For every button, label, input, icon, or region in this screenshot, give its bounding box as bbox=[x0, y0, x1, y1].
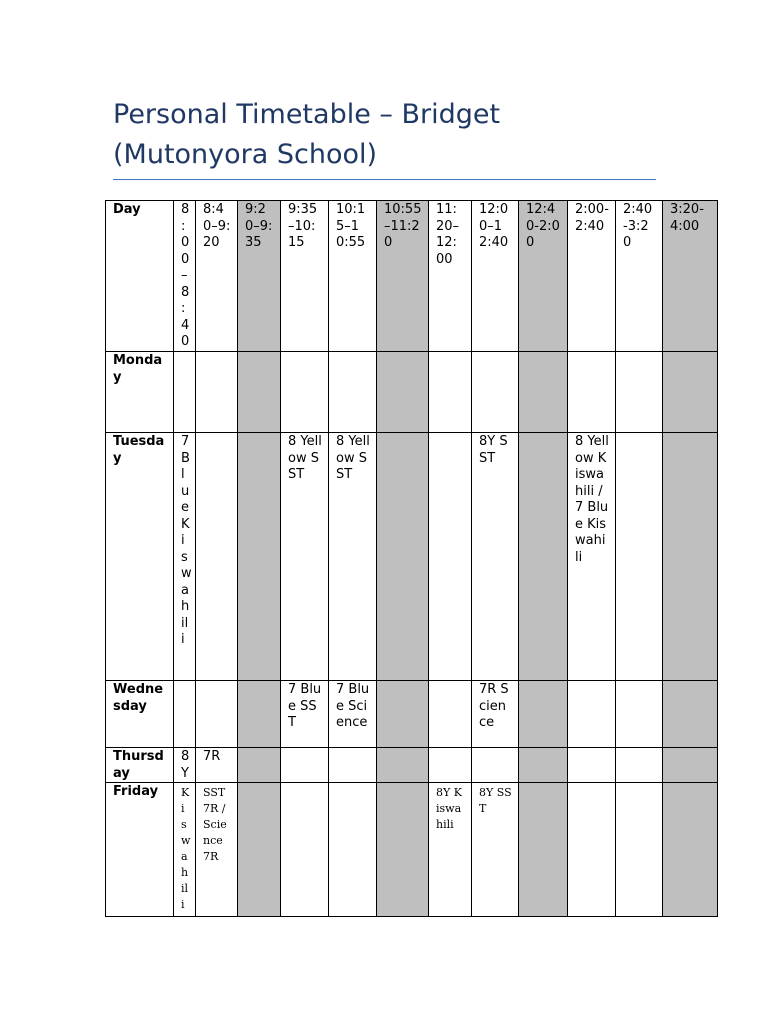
table-cell: 7 Blue Kiswahili bbox=[174, 433, 196, 681]
table-cell bbox=[174, 681, 196, 748]
table-cell bbox=[568, 352, 616, 433]
period-header: 2:00-2:40 bbox=[568, 201, 616, 352]
table-cell bbox=[616, 748, 663, 783]
header-day: Day bbox=[106, 201, 174, 352]
day-label: Wednesday bbox=[106, 681, 174, 748]
table-cell: 7 Blue Science bbox=[329, 681, 377, 748]
table-cell bbox=[238, 748, 281, 783]
table-cell bbox=[663, 748, 718, 783]
table-cell bbox=[196, 352, 238, 433]
period-header: 9:20–9:35 bbox=[238, 201, 281, 352]
table-cell: 8Y SST bbox=[472, 433, 519, 681]
table-cell bbox=[281, 748, 329, 783]
day-label: Friday bbox=[106, 783, 174, 917]
table-cell bbox=[663, 783, 718, 917]
period-header: 10:15–10:55 bbox=[329, 201, 377, 352]
period-header: 12:40-2:00 bbox=[519, 201, 568, 352]
document-title bbox=[113, 95, 658, 175]
table-cell bbox=[174, 352, 196, 433]
title-underline bbox=[113, 179, 656, 180]
table-cell bbox=[238, 433, 281, 681]
table-cell: 8Y SST bbox=[472, 783, 519, 917]
table-cell bbox=[472, 352, 519, 433]
table-cell bbox=[329, 352, 377, 433]
table-cell bbox=[663, 433, 718, 681]
table-cell bbox=[519, 681, 568, 748]
table-cell bbox=[519, 783, 568, 917]
period-header: 2:40-3:20 bbox=[616, 201, 663, 352]
table-cell: 8 Yellow Kiswahili / 7 Blue Kiswahili bbox=[568, 433, 616, 681]
period-header: 11:20–12:00 bbox=[429, 201, 472, 352]
table-row bbox=[106, 433, 718, 681]
table-cell bbox=[616, 783, 663, 917]
table-cell: 8Y bbox=[174, 748, 196, 783]
period-header: 9:35–10:15 bbox=[281, 201, 329, 352]
timetable bbox=[105, 200, 718, 917]
period-header: 10:55–11:20 bbox=[377, 201, 429, 352]
table-cell bbox=[519, 352, 568, 433]
table-cell bbox=[429, 433, 472, 681]
table-cell bbox=[568, 748, 616, 783]
table-cell bbox=[616, 681, 663, 748]
table-cell: 8 Yellow SST bbox=[281, 433, 329, 681]
table-cell bbox=[377, 681, 429, 748]
table-cell: 7 Blue SST bbox=[281, 681, 329, 748]
table-cell bbox=[663, 681, 718, 748]
period-header: 8:40–9:20 bbox=[196, 201, 238, 352]
title-line-2: (Mutonyora School) bbox=[113, 139, 378, 170]
table-cell bbox=[568, 681, 616, 748]
table-cell bbox=[329, 748, 377, 783]
table-cell: 7R Science bbox=[472, 681, 519, 748]
table-row bbox=[106, 748, 718, 783]
table-cell bbox=[238, 681, 281, 748]
table-cell bbox=[429, 681, 472, 748]
table-cell bbox=[616, 433, 663, 681]
period-header: 12:00–12:40 bbox=[472, 201, 519, 352]
table-cell bbox=[377, 433, 429, 681]
table-cell bbox=[377, 783, 429, 917]
table-cell bbox=[281, 352, 329, 433]
table-cell bbox=[429, 748, 472, 783]
day-label: Monday bbox=[106, 352, 174, 433]
table-cell bbox=[472, 748, 519, 783]
table-cell bbox=[196, 433, 238, 681]
table-cell bbox=[519, 748, 568, 783]
table-cell bbox=[519, 433, 568, 681]
table-cell bbox=[568, 783, 616, 917]
table-cell bbox=[196, 681, 238, 748]
table-row bbox=[106, 681, 718, 748]
table-row bbox=[106, 783, 718, 917]
title-line-1: Personal Timetable – Bridget bbox=[113, 99, 501, 130]
table-cell bbox=[429, 352, 472, 433]
period-header: 3:20-4:00 bbox=[663, 201, 718, 352]
day-label: Thursday bbox=[106, 748, 174, 783]
table-cell: Kiswahili bbox=[174, 783, 196, 917]
table-cell: 7R bbox=[196, 748, 238, 783]
header-row bbox=[106, 201, 718, 352]
table-cell bbox=[238, 352, 281, 433]
table-cell: 8Y Kiswahili bbox=[429, 783, 472, 917]
day-label: Tuesday bbox=[106, 433, 174, 681]
table-cell bbox=[616, 352, 663, 433]
table-row bbox=[106, 352, 718, 433]
table-cell bbox=[377, 748, 429, 783]
table-cell bbox=[238, 783, 281, 917]
table-cell: SST 7R / Science 7R bbox=[196, 783, 238, 917]
table-cell bbox=[281, 783, 329, 917]
table-cell bbox=[377, 352, 429, 433]
table-cell: 8 Yellow SST bbox=[329, 433, 377, 681]
table-cell bbox=[663, 352, 718, 433]
table-cell bbox=[329, 783, 377, 917]
period-header: 8:00–8:40 bbox=[174, 201, 196, 352]
